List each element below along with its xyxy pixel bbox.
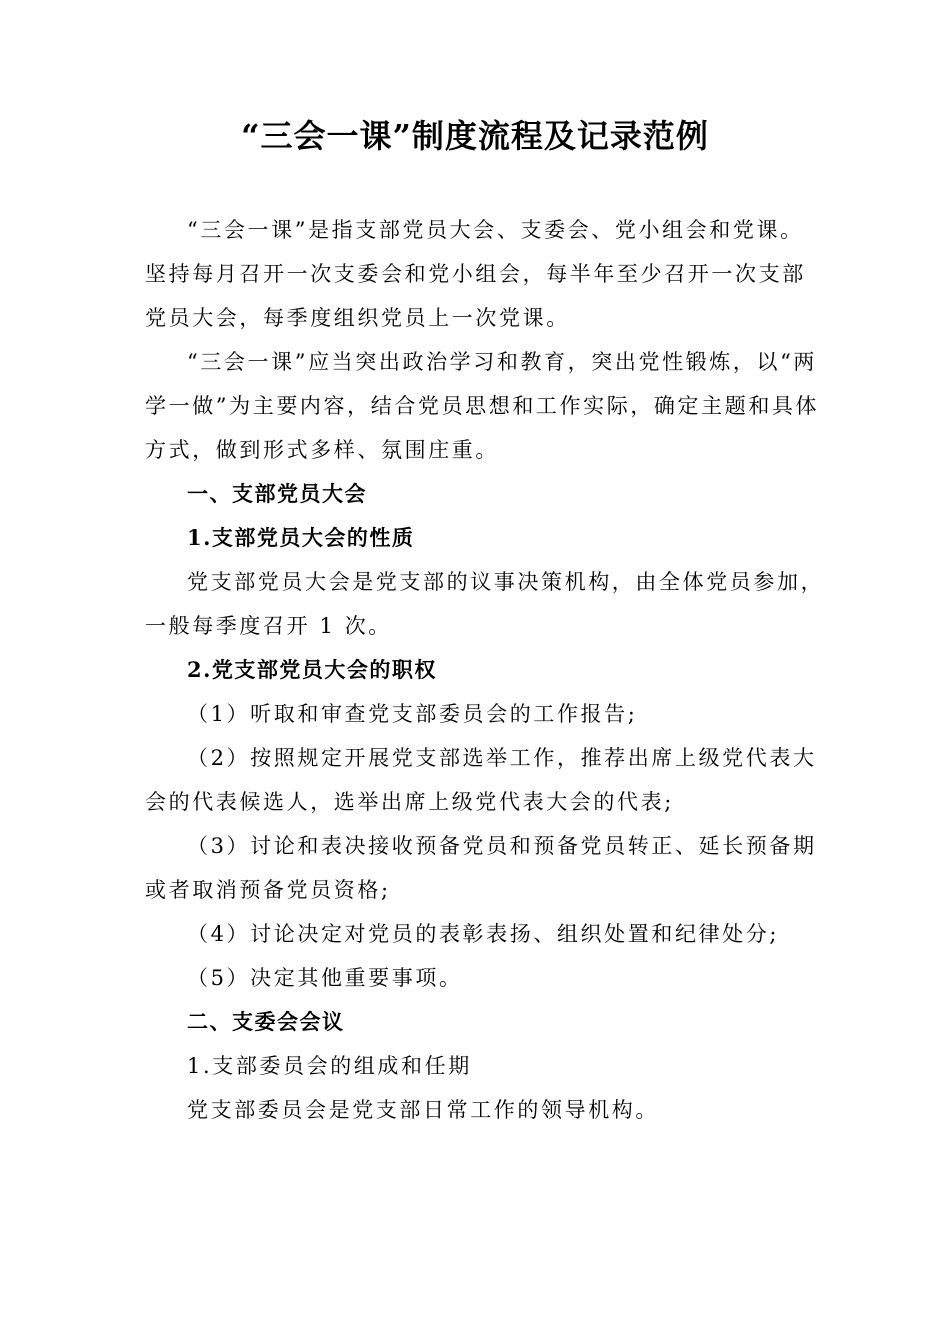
intro-paragraph-1: “三会一课”是指支部党员大会、支委会、党小组会和党课。坚持每月召开一次支委会和党小组会，每半年至少召开一次支部党员大会，每季度组织党员上一次党课。 (145, 218, 806, 330)
section-2-sub1-text: 党支部委员会是党支部日常工作的领导机构。 (187, 1098, 659, 1122)
document-body (145, 208, 825, 1132)
section-1-subheading-2: 2.党支部党员大会的职权 (187, 657, 437, 682)
document-title: “三会一课”制度流程及记录范例 (241, 117, 709, 155)
list-item: （5）决定其他重要事项。 (187, 966, 463, 990)
section-1-heading: 一、支部党员大会 (187, 482, 367, 506)
section-1-subheading-1: 1.支部党员大会的性质 (187, 525, 415, 550)
list-item: （3）讨论和表决接收预备党员和预备党员转正、延长预备期或者取消预备党员资格; (145, 834, 817, 902)
section-2-heading: 二、支委会会议 (187, 1010, 345, 1034)
list-item: （4）讨论决定对党员的表彰表扬、组织处置和纪律处分; (187, 922, 780, 946)
section-2-subheading-1: 1.支部委员会的组成和任期 (187, 1054, 472, 1078)
section-1-sub1-text: 党支部党员大会是党支部的议事决策机构，由全体党员参加，一般每季度召开 1 次。 (145, 570, 825, 638)
list-item: （2）按照规定开展党支部选举工作，推荐出席上级党代表大会的代表候选人，选举出席上级党代表大会的代表; (145, 746, 817, 814)
intro-paragraph-2: “三会一课”应当突出政治学习和教育，突出党性锻炼，以“两学一做”为主要内容，结合党员思想和工作实际，确定主题和具体方式，做到形式多样、氛围庄重。 (145, 350, 820, 462)
list-item: （1）听取和审查党支部委员会的工作报告; (187, 702, 638, 726)
